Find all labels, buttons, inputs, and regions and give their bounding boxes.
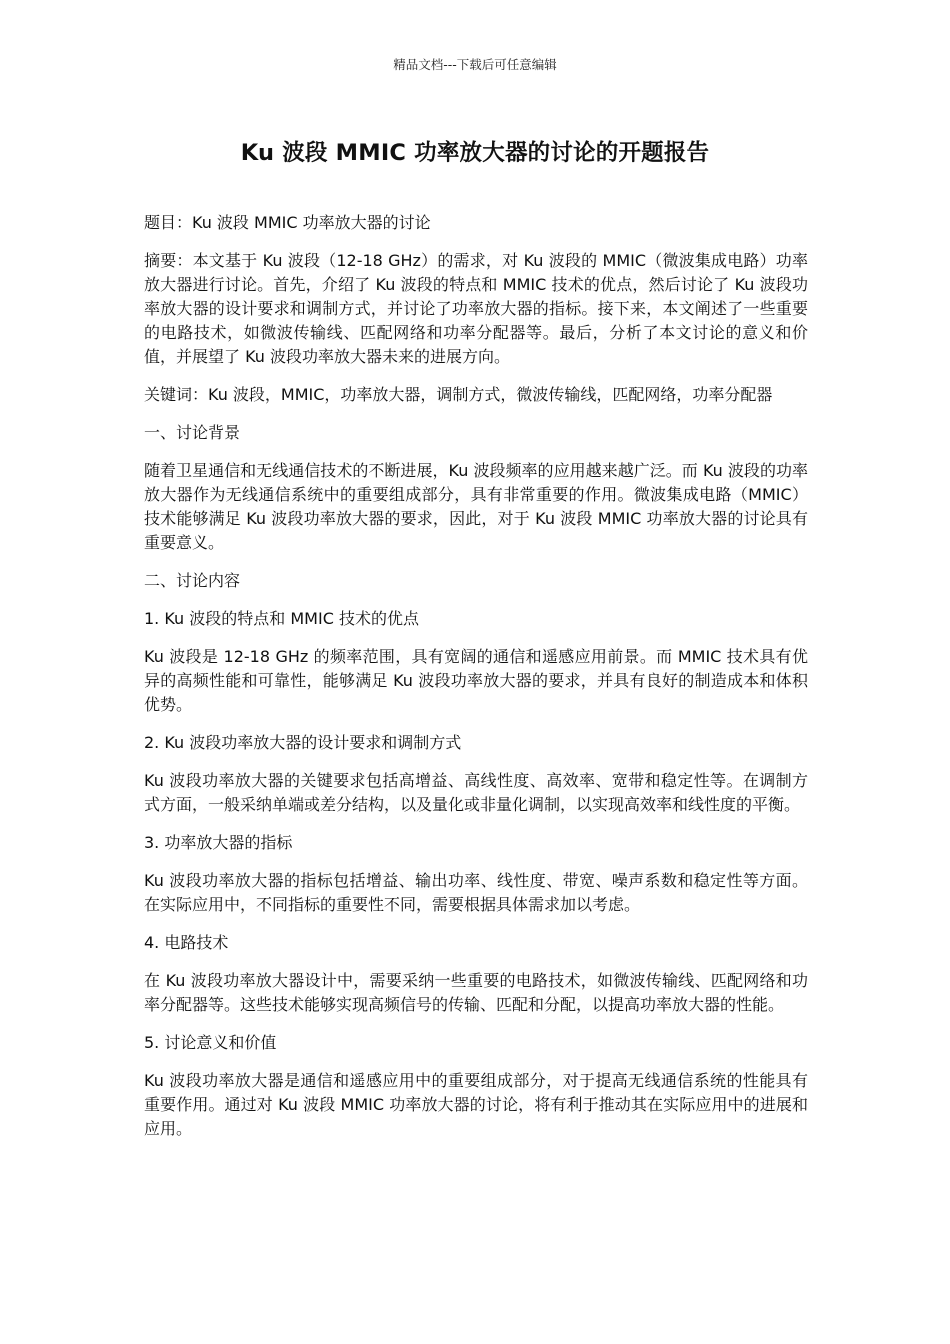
topic-line: 题目：Ku 波段 MMIC 功率放大器的讨论 — [144, 213, 431, 232]
section-heading-background: 一、讨论背景 — [144, 423, 241, 442]
subsection-heading-2: 2. Ku 波段功率放大器的设计要求和调制方式 — [144, 733, 462, 752]
subsection-heading-3: 3. 功率放大器的指标 — [144, 833, 293, 852]
subsection-paragraph-3: Ku 波段功率放大器的指标包括增益、输出功率、线性度、带宽、噪声系数和稳定性等方面。在实际应用中，不同指标的重要性不同，需要根据具体需求加以考虑。 — [144, 871, 808, 914]
subsection-paragraph-1: Ku 波段是 12-18 GHz 的频率范围，具有宽阔的通信和遥感应用前景。而 MMIC 技术具有优异的高频性能和可靠性，能够满足 Ku 波段功率放大器的要求，并具有良好的制造成本和体积优势。 — [144, 647, 808, 714]
document-title: Ku 波段 MMIC 功率放大器的讨论的开题报告 — [240, 140, 710, 166]
subsection-paragraph-5: Ku 波段功率放大器是通信和遥感应用中的重要组成部分，对于提高无线通信系统的性能具有重要作用。通过对 Ku 波段 MMIC 功率放大器的讨论，将有利于推动其在实际应用中的进展和应用。 — [144, 1071, 808, 1138]
subsection-heading-5: 5. 讨论意义和价值 — [144, 1033, 277, 1052]
background-paragraph: 随着卫星通信和无线通信技术的不断进展，Ku 波段频率的应用越来越广泛。而 Ku 波段的功率放大器作为无线通信系统中的重要组成部分，具有非常重要的作用。微波集成电路（MMIC）技术能够满足 Ku 波段功率放大器的要求，因此，对于 Ku 波段 MMIC 功率放大器的讨论具有重要意义。 — [144, 461, 808, 552]
subsection-paragraph-2: Ku 波段功率放大器的关键要求包括高增益、高线性度、高效率、宽带和稳定性等。在调制方式方面，一般采纳单端或差分结构，以及量化或非量化调制，以实现高效率和线性度的平衡。 — [144, 771, 808, 814]
subsection-heading-4: 4. 电路技术 — [144, 933, 229, 952]
section-heading-content: 二、讨论内容 — [144, 571, 241, 590]
subsection-heading-1: 1. Ku 波段的特点和 MMIC 技术的优点 — [144, 609, 419, 628]
subsection-paragraph-4: 在 Ku 波段功率放大器设计中，需要采纳一些重要的电路技术，如微波传输线、匹配网络和功率分配器等。这些技术能够实现高频信号的传输、匹配和分配，以提高功率放大器的性能。 — [144, 971, 808, 1014]
abstract-paragraph: 摘要：本文基于 Ku 波段（12-18 GHz）的需求，对 Ku 波段的 MMIC（微波集成电路）功率放大器进行讨论。首先，介绍了 Ku 波段的特点和 MMIC 技术的优点，然后讨论了 Ku 波段功率放大器的设计要求和调制方式，并讨论了功率放大器的指标。接下来，本文阐述了一些重要的电路技术，如微波传输线、匹配网络和功率分配器等。最后，分析了本文讨论的意义和价值，并展望了 Ku 波段功率放大器未来的进展方向。 — [144, 251, 808, 366]
page-header: 精品文档---下载后可任意编辑 — [393, 57, 557, 72]
keywords-paragraph: 关键词：Ku 波段，MMIC，功率放大器，调制方式，微波传输线，匹配网络，功率分配器 — [144, 385, 773, 404]
document-body — [144, 211, 808, 1155]
